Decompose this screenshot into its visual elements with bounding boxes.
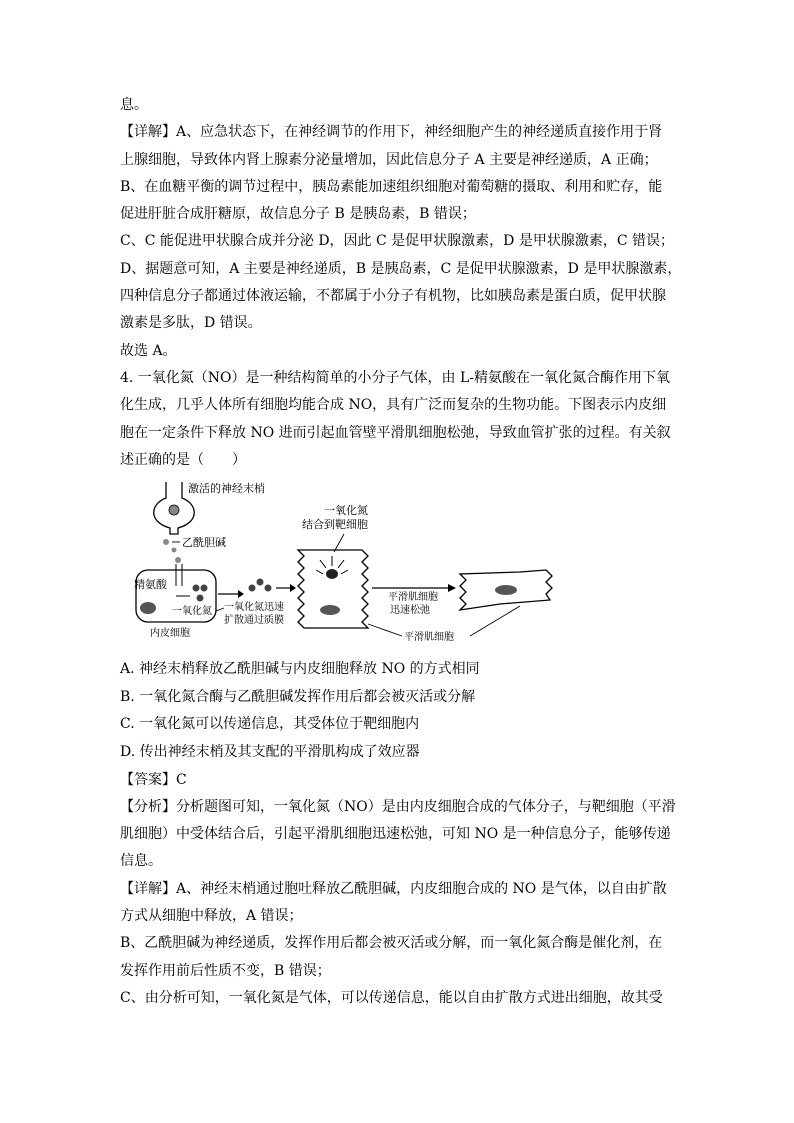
no-dot [197, 595, 204, 602]
acetylcholine-dot [163, 539, 169, 545]
text-line: 发挥作用前后性质不变，B 错误； [120, 962, 331, 979]
answer-line: 【答案】C [120, 771, 187, 788]
options-list [120, 656, 680, 766]
question-line: 胞在一定条件下释放 NO 进而引起血管壁平滑肌细胞松弛，导致血管扩张的过程。有关叙 [120, 424, 671, 441]
text-line: 信息。 [120, 853, 162, 870]
option-d: D. 传出神经末梢及其支配的平滑肌构成了效应器 [120, 743, 420, 760]
label-endothelial-cell: 内皮细胞 [150, 628, 190, 640]
text-line: 故选 A。 [120, 342, 177, 359]
label-acetylcholine: 乙酰胆碱 [182, 536, 226, 550]
question-line: 化生成，几乎人体所有细胞均能合成 NO，具有广泛而复杂的生物功能。下图表示内皮细 [120, 397, 667, 414]
text-line: B、在血糖平衡的调节过程中，胰岛素能加速组织细胞对葡萄糖的摄取、利用和贮存，能 [120, 178, 663, 195]
text-line: 肌细胞）中受体结合后，引起平滑肌细胞迅速松弛，可知 NO 是一种信息分子，能够传递 [120, 826, 671, 843]
question-line: 述正确的是（ ） [120, 451, 246, 468]
label-no-target-2: 结合到靶细胞 [302, 518, 368, 532]
option-a: A. 神经末梢释放乙酰胆碱与内皮细胞释放 NO 的方式相同 [120, 661, 480, 678]
endothelial-nucleus [140, 602, 156, 614]
label-relaxes-2: 迅速松弛 [390, 605, 430, 617]
label-arginine: 精氨酸 [134, 578, 167, 592]
no-dot [249, 585, 256, 592]
text-line: 促进肝脏合成肝糖原，故信息分子 B 是胰岛素，B 错误； [120, 206, 476, 223]
text-line: 【详解】A、神经末梢通过胞吐释放乙酰胆碱，内皮细胞合成的 NO 是气体，以自由扩散 [120, 880, 667, 897]
no-dot [257, 579, 264, 586]
smooth-muscle-nucleus [320, 605, 340, 615]
label-nerve-ending: 激活的神经末梢 [188, 482, 265, 496]
text-line: 四种信息分子都通过体液运输，不都属于小分子有机物，比如胰岛素是蛋白质，促甲状腺 [120, 288, 666, 305]
no-dot [193, 585, 200, 592]
acetylcholine-dot [172, 548, 177, 553]
text-line: 【详解】A、应急状态下，在神经调节的作用下，神经细胞产生的神经递质直接作用于肾 [120, 124, 663, 141]
receptor-site [326, 569, 338, 579]
label-relaxes-1: 平滑肌细胞 [388, 592, 438, 604]
top-text [120, 92, 680, 474]
label-no-diffuses-2: 扩散通过质膜 [224, 615, 284, 627]
text-line: 激素是多肽，D 错误。 [120, 315, 262, 332]
option-c: C. 一氧化氮可以传递信息，其受体位于靶细胞内 [120, 716, 420, 733]
text-line: 息。 [120, 97, 148, 113]
vesicle [169, 505, 179, 515]
acetylcholine-dot [175, 557, 181, 563]
label-no-target-1: 一氧化氮 [324, 504, 368, 518]
document-page [120, 92, 680, 1012]
text-line: C、由分析可知，一氧化氮是气体，可以传递信息，能以自由扩散方式进出细胞，故其受 [120, 989, 663, 1006]
text-line: D、据题意可知，A 主要是神经递质，B 是胰岛素，C 是促甲状腺激素，D 是甲状腺激素， [120, 260, 682, 277]
text-line: 上腺细胞，导致体内肾上腺素分泌量增加，因此信息分子 A 主要是神经递质，A 正确； [120, 151, 658, 168]
option-b: B. 一氧化氮合酶与乙酰胆碱发挥作用后都会被灭活或分解 [120, 688, 476, 705]
diagram-svg [120, 478, 680, 654]
text-line: B、乙酰胆碱为神经递质，发挥作用后都会被灭活或分解，而一氧化氮合酶是催化剂，在 [120, 935, 663, 952]
text-line: 方式从细胞中释放，A 错误； [120, 908, 303, 925]
text-line: C、C 能促进甲状腺合成并分泌 D，因此 C 是促甲状腺激素，D 是甲状腺激素，C 错误； [120, 233, 674, 250]
smooth-muscle-cell-contracted [298, 550, 368, 628]
label-nitric-oxide: 一氧化氮 [172, 606, 212, 618]
question-line: 4. 一氧化氮（NO）是一种结构简单的小分子气体，由 L-精氨酸在一氧化氮合酶作用下氧 [120, 369, 671, 386]
no-dot [201, 585, 208, 592]
bottom-text [120, 767, 680, 1013]
no-dot [265, 585, 272, 592]
smooth-muscle-nucleus-relaxed [495, 585, 517, 595]
label-no-diffuses-1: 一氧化氮迅速 [224, 602, 284, 614]
text-line: 【分析】分析题图可知，一氧化氮（NO）是由内皮细胞合成的气体分子，与靶细胞（平滑 [120, 798, 676, 815]
label-smooth-muscle: 平滑肌细胞 [404, 632, 454, 644]
diagram-figure [120, 478, 680, 654]
